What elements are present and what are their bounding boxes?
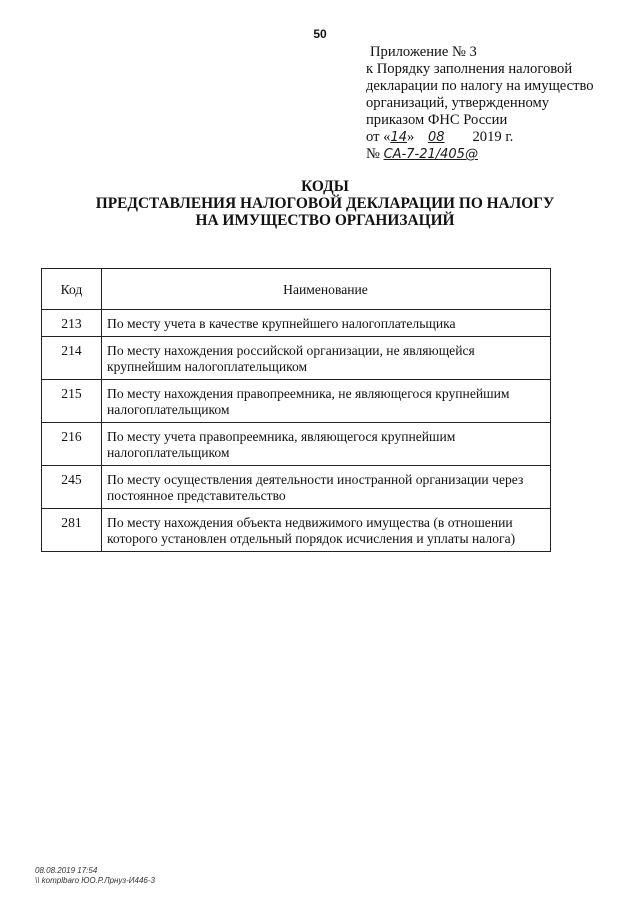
date-year: 2019 г. [472, 129, 514, 145]
appendix-order-number [366, 146, 628, 163]
table-row [42, 310, 551, 337]
title-line: НА ИМУЩЕСТВО ОРГАНИЗАЦИЙ [195, 212, 455, 229]
table-header-row [42, 269, 551, 310]
table-row [42, 509, 551, 552]
row-name: По месту учета правопреемника, являющегося крупнейшим налогоплательщиком [102, 423, 551, 466]
date-day: 14 [390, 130, 407, 145]
table-row [42, 423, 551, 466]
row-name: По месту нахождения российской организации, не являющейся крупнейшим налогоплательщиком [102, 337, 551, 380]
table-row [42, 466, 551, 509]
appendix-line: приказом ФНС России [366, 112, 508, 128]
footer-timestamp: 08.08.2019 17:54 [35, 866, 98, 875]
row-code: 214 [42, 337, 102, 380]
header-name: Наименование [102, 269, 551, 310]
codes-table [41, 268, 551, 552]
date-month: 08 [427, 130, 445, 145]
date-prefix: от « [366, 129, 391, 145]
appendix-date [366, 129, 628, 146]
document-title [60, 178, 590, 229]
table-row [42, 380, 551, 423]
row-code: 213 [42, 310, 102, 337]
row-name: По месту нахождения правопреемника, не являющегося крупнейшим налогоплательщиком [102, 380, 551, 423]
row-name: По месту осуществления деятельности иностранной организации через постоянное представительство [102, 466, 551, 509]
footer-path: \\ komplbaro ЮО.Р.Лрнуз-И446-3 [35, 876, 155, 885]
row-code: 281 [42, 509, 102, 552]
table-row [42, 337, 551, 380]
row-code: 245 [42, 466, 102, 509]
number-prefix: № [366, 146, 380, 162]
row-code: 216 [42, 423, 102, 466]
appendix-line: организаций, утвержденному [366, 95, 550, 111]
row-name: По месту учета в качестве крупнейшего налогоплательщика [102, 310, 551, 337]
row-name: По месту нахождения объекта недвижимого имущества (в отношении которого установлен отдельный порядок исчисления и уплаты налога) [102, 509, 551, 552]
appendix-line: декларации по налогу на имущество [366, 78, 594, 94]
title-line: ПРЕДСТАВЛЕНИЯ НАЛОГОВОЙ ДЕКЛАРАЦИИ ПО НАЛОГУ [95, 195, 555, 212]
date-mid: » [406, 129, 415, 145]
appendix-header [366, 44, 628, 163]
page-number: 50 [313, 27, 327, 41]
appendix-title: Приложение № 3 [370, 44, 477, 60]
header-code: Код [42, 269, 102, 310]
print-footer [35, 866, 155, 886]
appendix-line: к Порядку заполнения налоговой [366, 61, 573, 77]
order-number: СА-7-21/405@ [383, 147, 478, 162]
row-code: 215 [42, 380, 102, 423]
title-line: КОДЫ [301, 178, 349, 195]
